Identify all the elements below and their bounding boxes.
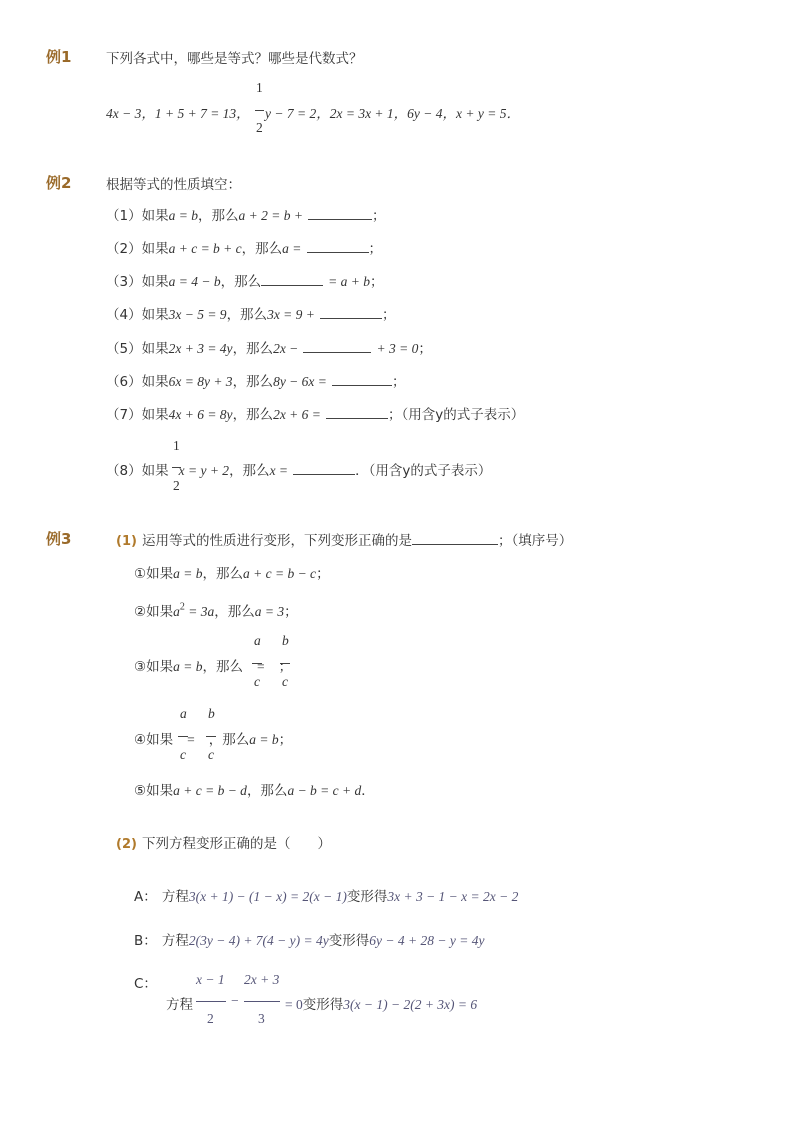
result: 2x + 6 = — [273, 407, 321, 422]
punct: ； — [278, 659, 293, 675]
then-text: ，那么 — [232, 407, 274, 423]
ex3-choice-2 — [134, 600, 298, 620]
answer-blank[interactable] — [332, 385, 392, 386]
part-1-text: 运用等式的性质进行变形，下列变形正确的是 — [142, 533, 413, 549]
condition: a = b — [173, 566, 203, 581]
condition: x = y + 2 — [178, 463, 230, 478]
then-text: ，那么 — [229, 463, 270, 479]
option-mid: 变形得 — [328, 933, 370, 949]
result: a + 2 = b + — [238, 208, 303, 223]
option-equation: = 0 — [285, 997, 303, 1012]
condition: a = 4 − b — [168, 274, 221, 289]
ex2-item-2 — [106, 237, 382, 257]
then-text: ，那么 — [232, 341, 274, 357]
choice-prefix: ①如果 — [134, 566, 174, 582]
answer-blank[interactable] — [412, 544, 498, 545]
example-3-label: 例3 — [46, 530, 72, 548]
answer-blank[interactable] — [261, 285, 323, 286]
option-b[interactable] — [134, 929, 484, 949]
ex2-item-8-frac-num: 1 — [173, 438, 180, 453]
equals-sign: = — [187, 732, 195, 747]
option-key: A： — [134, 889, 157, 905]
condition-rest: = 3a — [184, 604, 215, 619]
then-text: ，那么 — [214, 604, 255, 620]
c4-frac-b-den: c — [208, 747, 214, 762]
then-text: ，那么 — [246, 783, 288, 799]
option-mid: 变形得 — [302, 997, 344, 1013]
part-2-text: 下列方程变形正确的是（ ） — [142, 836, 332, 852]
answer-blank[interactable] — [326, 418, 388, 419]
then-text: ，那么 — [197, 208, 239, 224]
then-text: ，那么 — [202, 659, 243, 675]
item-number: （3）如果 — [106, 274, 169, 290]
condition: 3x − 5 = 9 — [168, 307, 227, 322]
condition: a = b — [168, 208, 198, 223]
option-c-pre: 方程 — [166, 997, 193, 1013]
part-1-number: (1) — [116, 534, 137, 549]
ex3-choice-3 — [134, 655, 292, 675]
ex3-part-1-question — [116, 529, 572, 549]
ex2-item-1 — [106, 204, 386, 224]
example-1-label: 例1 — [46, 48, 72, 66]
c3-frac-b-num: b — [282, 633, 289, 648]
part-2-number: (2) — [116, 837, 137, 852]
condition: 2x + 3 = 4y — [168, 341, 233, 356]
ex2-item-5 — [106, 337, 432, 357]
condition: 6x = 8y + 3 — [168, 374, 233, 389]
exponent: 2 — [179, 601, 185, 613]
punct: ； — [392, 374, 406, 390]
option-equation: 3(x + 1) − (1 − x) = 2(x − 1) — [188, 889, 347, 904]
item-number: （2）如果 — [106, 241, 169, 257]
option-c-rest[interactable] — [285, 993, 477, 1013]
ex2-item-8-frac-den: 2 — [173, 478, 180, 493]
example-1-question: 下列各式中，哪些是等式？哪些是代数式？ — [106, 51, 363, 67]
ex1-fraction-numerator: 1 — [256, 80, 263, 95]
answer-blank[interactable] — [320, 318, 382, 319]
then-text: ，那么 — [220, 274, 262, 290]
c3-frac-a-den: c — [254, 674, 260, 689]
then-text: ，那么 — [208, 732, 250, 748]
part-1-tail: ；（填序号） — [498, 533, 573, 549]
option-equation: 2(3y − 4) + 7(4 − y) = 4y — [188, 933, 329, 948]
c-frac2-bar — [244, 1001, 280, 1002]
item-number: （1）如果 — [106, 208, 169, 224]
result: a = — [282, 241, 302, 256]
ex1-expressions-part-a: 4x − 3，1 + 5 + 7 = 13， — [106, 106, 250, 121]
punct: ； — [368, 241, 383, 257]
option-c-key[interactable]: C： — [134, 976, 157, 992]
ex1-expressions-part-b: y − 7 = 2，2x = 3x + 1，6y − 4，x + y = 5． — [265, 106, 520, 121]
ex3-choice-1 — [134, 562, 330, 582]
choice-prefix: ②如果 — [134, 604, 174, 620]
result: a − b = c + d — [287, 783, 362, 798]
punct: ； — [284, 604, 298, 620]
ex1-fraction-denominator: 2 — [256, 120, 263, 135]
ex2-item-4 — [106, 303, 396, 323]
option-result: 6y − 4 + 28 − y = 4y — [369, 933, 485, 948]
result: x = — [269, 463, 289, 478]
item-number: （5）如果 — [106, 341, 169, 357]
answer-blank[interactable] — [308, 219, 372, 220]
answer-blank[interactable] — [303, 352, 371, 353]
punct: ； — [316, 566, 330, 582]
result: 8y − 6x = — [273, 374, 327, 389]
then-text: ，那么 — [241, 241, 283, 257]
punct: ； — [418, 341, 432, 357]
option-key: B： — [134, 933, 157, 949]
result: a = b — [249, 732, 279, 747]
then-text: ，那么 — [226, 307, 268, 323]
punct: ； — [372, 208, 386, 224]
c4-frac-a-num: a — [180, 706, 187, 721]
option-pre: 方程 — [161, 933, 189, 949]
option-result: 3x + 3 − 1 − x = 2x − 2 — [387, 889, 519, 904]
punct: ；（用含y的式子表示） — [388, 407, 525, 423]
ex2-item-3 — [106, 270, 384, 290]
condition: a = b — [173, 659, 203, 674]
then-text: ，那么 — [232, 374, 274, 390]
option-result: 3(x − 1) − 2(2 + 3x) = 6 — [343, 997, 478, 1012]
ex2-item-7 — [106, 403, 524, 423]
condition: a + c = b + c — [168, 241, 242, 256]
example-2-question: 根据等式的性质填空： — [106, 177, 241, 193]
result: 3x = 9 + — [267, 307, 315, 322]
c-frac1-bar — [196, 1001, 226, 1002]
result: a = 3 — [254, 604, 285, 619]
c-minus: − — [231, 993, 239, 1008]
punct: ． — [361, 783, 375, 799]
item-number: （7）如果 — [106, 407, 169, 423]
item-number: （6）如果 — [106, 374, 169, 390]
c3-frac-b-den: c — [282, 674, 288, 689]
answer-blank[interactable] — [293, 474, 355, 475]
condition: a + c = b − d — [173, 783, 247, 798]
condition-base: a — [173, 604, 180, 619]
c-frac2-den: 3 — [258, 1011, 265, 1026]
item-number: （4）如果 — [106, 307, 169, 323]
punct: ； — [278, 732, 293, 748]
result: 2x − — [273, 341, 299, 356]
ex1-fraction-bar — [255, 110, 264, 111]
choice-prefix: ⑤如果 — [134, 783, 174, 799]
option-pre: 方程 — [161, 889, 189, 905]
c-frac1-den: 2 — [207, 1011, 214, 1026]
option-mid: 变形得 — [346, 889, 388, 905]
punct: ．（用含y的式子表示） — [355, 463, 492, 479]
punct: ； — [370, 274, 384, 290]
choice-prefix: ④如果 — [134, 732, 174, 748]
c3-frac-a-num: a — [254, 633, 261, 648]
example-2-label: 例2 — [46, 174, 72, 192]
ex2-item-8 — [106, 459, 491, 479]
c4-frac-a-den: c — [180, 747, 186, 762]
c4-frac-b-num: b — [208, 706, 215, 721]
result: = a + b — [328, 274, 371, 289]
ex3-part-2-question — [116, 832, 331, 852]
answer-blank[interactable] — [307, 252, 369, 253]
result-tail: + 3 = 0 — [376, 341, 419, 356]
item-number: （8）如果 — [106, 463, 169, 479]
ex2-item-6 — [106, 370, 406, 390]
option-a[interactable] — [134, 885, 518, 905]
punct: ； — [382, 307, 396, 323]
then-text: ，那么 — [202, 566, 243, 582]
c-frac2-num: 2x + 3 — [244, 972, 280, 987]
c-frac1-num: x − 1 — [196, 972, 225, 987]
ex3-choice-5 — [134, 779, 375, 799]
condition: 4x + 6 = 8y — [168, 407, 233, 422]
ex3-choice-4 — [134, 728, 292, 748]
result: a + c = b − c — [242, 566, 317, 581]
choice-prefix: ③如果 — [134, 659, 174, 675]
equals-sign: = — [256, 659, 265, 674]
